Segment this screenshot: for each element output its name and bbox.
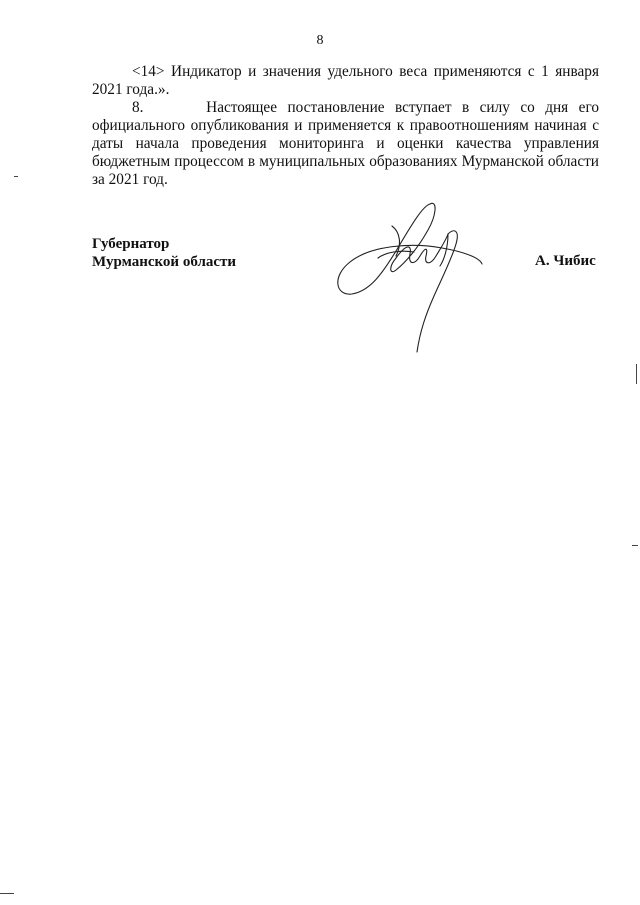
signatory-title	[92, 235, 236, 271]
signer-name: А. Чибис	[535, 253, 596, 269]
effective-date-paragraph: 8. Настоящее постановление вступает в силу со дня его официального опубликования и применяется к правоотношениям начиная с даты начала проведения мониторинга и оценки качества управления бюджетным процессом в муниципальных образованиях Мурманской области за 2021 год.	[92, 99, 599, 188]
scan-edge-mark	[14, 176, 18, 177]
signatory-position: Губернатор	[92, 236, 170, 252]
footnote-paragraph: <14> Индикатор и значения удельного веса применяются с 1 января 2021 года.».	[92, 63, 599, 98]
scan-edge-mark	[632, 545, 638, 546]
page-number: 8	[316, 33, 324, 48]
handwritten-signature	[330, 196, 490, 356]
scan-edge-mark	[0, 893, 14, 894]
scan-edge-mark	[636, 364, 637, 384]
document-body	[92, 63, 599, 189]
signatory-region: Мурманской области	[92, 254, 237, 270]
